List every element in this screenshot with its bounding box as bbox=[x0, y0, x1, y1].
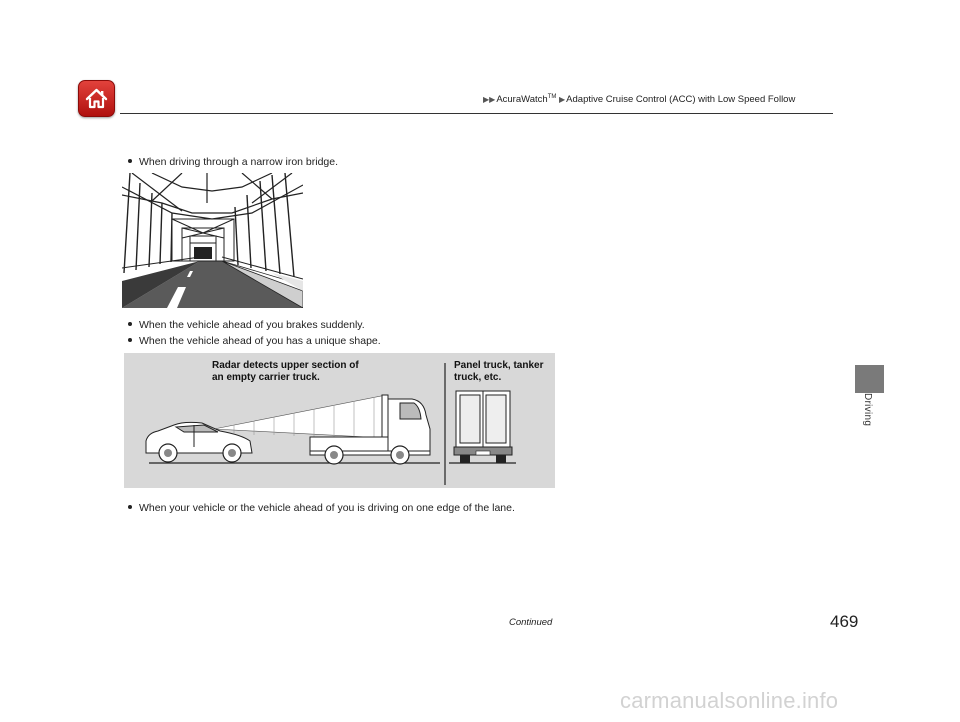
bullet-icon bbox=[128, 505, 132, 509]
list-item: When your vehicle or the vehicle ahead of you is driving on one edge of the lane. bbox=[128, 502, 515, 514]
radar-caption: Radar detects upper section of an empty carrier truck. bbox=[212, 360, 359, 383]
home-button[interactable] bbox=[78, 80, 115, 117]
continued-label: Continued bbox=[509, 617, 553, 628]
watermark: carmanualsonline.info bbox=[620, 688, 839, 713]
page-number: 469 bbox=[830, 612, 859, 631]
home-icon bbox=[84, 86, 109, 111]
breadcrumb-arrow-icon: ▶ bbox=[559, 95, 566, 105]
breadcrumb-link-acurawatch[interactable]: AcuraWatch™ bbox=[496, 94, 557, 106]
bullet-icon bbox=[128, 322, 132, 326]
list-item: When the vehicle ahead of you brakes suddenly. bbox=[128, 319, 365, 331]
header-divider bbox=[120, 113, 833, 114]
bullet-icon bbox=[128, 338, 132, 342]
breadcrumb bbox=[483, 94, 795, 105]
radar-detection-illustration bbox=[124, 353, 555, 488]
list-item: When driving through a narrow iron bridge. bbox=[128, 156, 338, 168]
panel-truck-caption: Panel truck, tanker truck, etc. bbox=[454, 360, 544, 383]
bullet-icon bbox=[128, 159, 132, 163]
list-item: When the vehicle ahead of you has a unique shape. bbox=[128, 335, 381, 347]
bridge-illustration bbox=[122, 173, 303, 308]
section-tab-marker[interactable] bbox=[855, 365, 884, 393]
section-tab-label: Driving bbox=[862, 393, 873, 427]
breadcrumb-arrow-icon: ▶▶ bbox=[483, 95, 496, 105]
breadcrumb-current: Adaptive Cruise Control (ACC) with Low Speed Follow bbox=[566, 94, 796, 106]
